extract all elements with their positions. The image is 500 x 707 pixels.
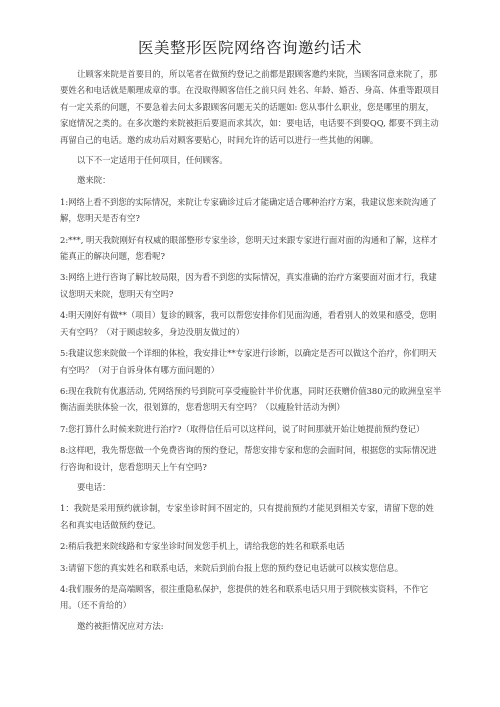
section-heading-rejection: 邀约被拒情况应对方法:: [77, 620, 164, 631]
visit-script-item: 1:网络上看不到您的实际情况，来院让专家确诊过后才能确定适合哪种治疗方案，我建议您来院沟通了解，您明天是否有空?: [60, 196, 437, 224]
section-heading-visit: 邀来院：: [77, 175, 111, 186]
visit-script-item: 6:现在我院有优惠活动, 凭网络预约号到院可享受瘦脸针半价优惠，同时还获赠价值380元的欧洲皇室半衡洁面美肤体验一次，很划算的，您看您明天有空吗？（以瘦脸针活动为例）: [60, 385, 442, 413]
intro-paragraph: 让顾客来院是首要目的，所以笔者在做预约登记之前都是跟顾客邀约来院，当顾客同意来院了，那要姓名和电话就是顺理成章的事。在没取得顾客信任之前只问 姓名、年龄、婚否、身高、体重等跟项目有一定关系的问题，不要急着去问太多跟顾客问题无关的话题如: 您从事什么职业，您是哪里的朋友，家庭情况之类的。在多次邀约来院被拒后要退而求其次，如：要电话，电话要不到要QQ, 都要不到主动再留自己的电话。邀约成功后对顾客要贴心，时间允许的话可以进行一些其他的闲聊。: [60, 69, 440, 145]
phone-script-item: 4:我们服务的是高端顾客，很注重隐私保护，您提供的姓名和联系电话只用于到院核实资料，不作它用。（还不肯给的）: [60, 583, 429, 611]
visit-script-item: 3:网络上进行咨询了解比较局限，因为看不到您的实际情况，真实准确的治疗方案要面对面才行，我建议您明天来院，您明天有空吗?: [60, 272, 437, 299]
document-title: 医美整形医院网络咨询邀约话术: [137, 39, 362, 57]
phone-script-item: 1：我院是采用预约就诊制，专家坐诊时间不固定的，只有提前预约才能见到相关专家，请留下您的姓名和真实电话做预约登记。: [60, 503, 434, 530]
section-heading-phone: 要电话：: [77, 481, 111, 492]
phone-script-item: 3:请留下您的真实姓名和联系电话，来院后到前台报上您的预约登记电话就可以核实您信息。: [60, 562, 404, 573]
visit-script-item: 8:这样吧，我先帮您做一个免费咨询的预约登记，帮您安排专家和您的会面时间，根据您的实际情况进行咨询和设计，您看您明天上午有空吗?: [60, 445, 437, 472]
document-body: [60, 66, 442, 634]
note-paragraph: 以下不一定适用于任何项目，任何顾客。: [77, 155, 228, 166]
visit-script-item: 4:明天刚好有做**（项目）复诊的顾客，我可以帮您安排你们见面沟通，看看别人的效果和感受，您明天有空吗？（对于顾虑较多，身边没朋友做过的）: [60, 310, 437, 337]
phone-script-item: 2:稍后我把来院线路和专家坐诊时间发您手机上，请给我您的姓名和联系电话: [60, 541, 345, 552]
visit-script-item: 2:***, 明天我院刚好有权威的眼部整形专家坐诊，您明天过来跟专家进行面对面的沟通和了解，这样才能真正的解决问题，您看呢?: [60, 234, 438, 262]
visit-script-item: 5:我建议您来院做一个详细的体检，我安排让**专家进行诊断，以确定是否可以做这个治疗，你们明天有空吗？（对于自诉身体有哪方面问题的）: [60, 348, 437, 375]
visit-script-item: 7:您打算什么时候来院进行治疗?（取得信任后可以这样问，说了时间那就开始让她提前预约登记）: [60, 423, 425, 434]
